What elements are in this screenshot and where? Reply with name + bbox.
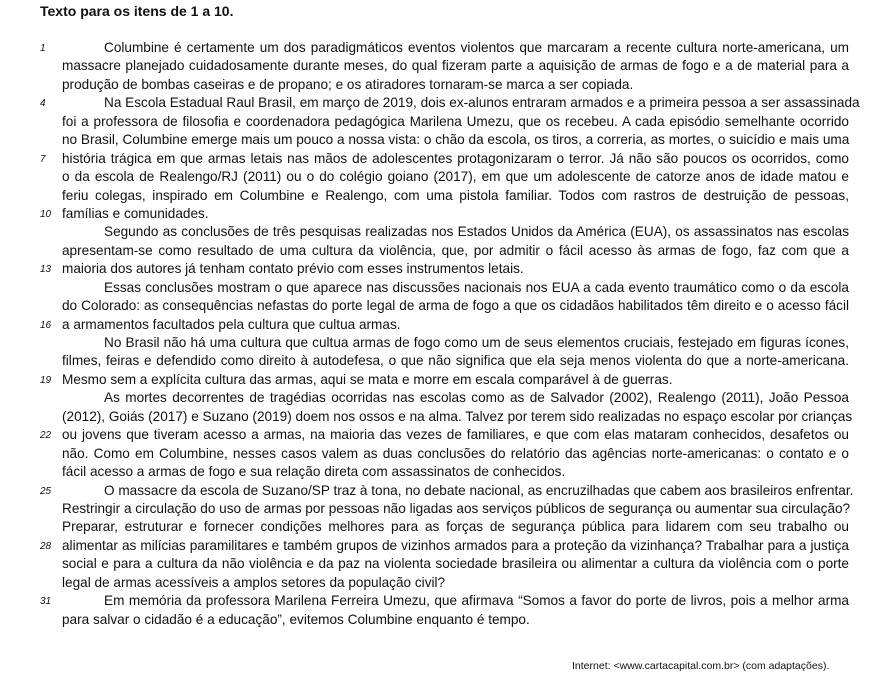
- text-line: [0, 242, 883, 260]
- line-text: filmes, feiras e defendido como direito à autodefesa, o que não significa que ela seja menos violenta do que a norte-americana.: [62, 353, 849, 369]
- line-text: Mesmo sem a explícita cultura das armas, aqui se mata e morre em escala comparável à de guerras.: [62, 371, 673, 387]
- line-text: no Brasil, Columbine emerge mais um pouco a nossa vista: o chão da escola, os tiros, a correria, as mortes, o suicídio e mais uma: [62, 132, 850, 148]
- line-text: não. Como em Columbine, nesses casos valem as duas conclusões do relatório das agências norte-americanas: o contato e o: [62, 445, 849, 461]
- text-line: [0, 408, 883, 426]
- line-text: No Brasil não há uma cultura que cultua armas de fogo como um de seus elementos cruciais, festejado em figuras ícones,: [104, 335, 849, 350]
- line-text: foi a professora de filosofia e coordenadora pedagógica Marilena Umezu, que os recebeu. A cada episódio semelhante ocorrido: [62, 113, 849, 129]
- line-text: para salvar o cidadão é a educação”, evitemos Columbine enquanto é tempo.: [62, 611, 530, 627]
- line-number: 22: [40, 430, 52, 442]
- text-line: [0, 57, 883, 75]
- line-text: Restringir a circulação do uso de armas por pessoas não ligadas aos serviços públicos de segurança ou aumentar sua circulação?: [62, 500, 851, 516]
- line-text: ou jovens que tiveram acesso a armas, na maioria das vezes de familiares, e que com elas mataram conhecidos, desafetos ou: [62, 427, 849, 443]
- line-number: 16: [40, 319, 52, 331]
- line-text: alimentar as milícias paramilitares e também grupos de vizinhos armados para a proteção da vizinhança? Trabalhar para a justiça: [62, 537, 849, 553]
- text-line: [0, 463, 883, 481]
- text-line: [0, 592, 883, 610]
- text-line: [0, 205, 883, 223]
- line-text: Essas conclusões mostram o que aparece nas discussões nacionais nos EUA a cada evento traumático como o da escola: [104, 279, 849, 295]
- text-line: [0, 426, 883, 444]
- line-number: 13: [40, 264, 52, 276]
- text-line: [0, 445, 883, 463]
- text-line: [0, 518, 883, 536]
- line-text: massacre planejado cuidadosamente durante meses, do qual fizeram parte a aquisição de armas de fogo e a de material para a: [62, 58, 849, 74]
- text-line: [0, 279, 883, 297]
- text-line: [0, 352, 883, 370]
- line-text: social e para a cultura da não violência e da paz na violenta sociedade brasileira ou alimentar a cultura da violência com o porte: [62, 556, 849, 572]
- line-number: 31: [40, 596, 52, 608]
- text-line: [0, 150, 883, 168]
- text-line: [0, 316, 883, 334]
- text-line: [0, 76, 883, 94]
- text-line: [0, 482, 883, 500]
- line-number: 1: [40, 43, 46, 54]
- text-line: [0, 297, 883, 315]
- text-line: [0, 94, 883, 112]
- line-number: 25: [40, 485, 52, 497]
- line-text: o da escola de Realengo/RJ (2011) ou o do colégio goiano (2017), em que um adolescente de catorze anos de idade matou e: [62, 169, 849, 185]
- line-text: Segundo as conclusões de três pesquisas realizadas nos Estados Unidos da América (EUA), os assassinatos nas escolas: [104, 224, 849, 240]
- text-line: [0, 131, 883, 149]
- line-text: Preparar, estruturar e fornecer condições melhores para as forças de segurança pública para lidarem com seu trabalho ou: [62, 519, 849, 535]
- line-number: 7: [40, 153, 46, 165]
- line-text: As mortes decorrentes de tragédias ocorridas nas escolas como as de Salvador (2002), Realengo (2011), João Pessoa: [104, 390, 849, 406]
- source-citation: Internet: <www.cartacapital.com.br> (com adaptações).: [572, 660, 830, 672]
- text-line: [0, 500, 883, 518]
- line-text: O massacre da escola de Suzano/SP traz à tona, no debate nacional, as encruzilhadas que cabem aos brasileiros enfrentar.: [104, 482, 854, 498]
- instructions-heading: Texto para os itens de 1 a 10.: [40, 3, 234, 19]
- text-line: [0, 334, 883, 352]
- text-line: [0, 555, 883, 573]
- text-line: [0, 389, 883, 407]
- line-text: famílias e comunidades.: [62, 205, 209, 221]
- line-number: 19: [40, 374, 52, 386]
- text-line: [0, 187, 883, 205]
- line-text: feriu colegas, inspirado em Columbine e Realengo, com uma pistola familiar. Todos com rastros de destruição de pessoas,: [62, 187, 849, 203]
- line-number: 28: [40, 540, 52, 552]
- line-text: maioria dos autores já tenham contato prévio com esses instrumentos letais.: [62, 261, 524, 277]
- text-line: [0, 371, 883, 389]
- text-line: [0, 574, 883, 592]
- line-text: fácil acesso a armas de fogo e sua relação direta com assassinatos de conhecidos.: [62, 464, 566, 480]
- text-line: [0, 611, 883, 629]
- text-body: [0, 39, 883, 629]
- text-line: [0, 260, 883, 278]
- line-text: produção de bombas caseiras e de propano; e os atiradores tornaram-se marca a ser copiada.: [62, 76, 634, 92]
- text-line: [0, 223, 883, 241]
- text-line: [0, 168, 883, 186]
- line-text: Em memória da professora Marilena Ferreira Umezu, que afirmava “Somos a favor do porte de livros, pois a melhor arma: [104, 593, 849, 609]
- line-text: legal de armas acessíveis a amplos setores da população civil?: [62, 574, 446, 590]
- line-text: a armamentos facultados pela cultura que cultua armas.: [62, 316, 401, 332]
- line-text: Na Escola Estadual Raul Brasil, em março de 2019, dois ex-alunos entraram armados e a primeira pessoa a ser assassinada: [104, 95, 860, 111]
- line-text: Columbine é certamente um dos paradigmáticos eventos violentos que marcaram a recente cultura norte-americana, um: [104, 40, 849, 55]
- line-text: (2012), Goiás (2017) e Suzano (2019) doem nos ossos e na alma. Talvez por terem sido realizadas no espaço escolar por crianças: [62, 408, 853, 424]
- line-text: apresentam-se como resultado de uma cultura da violência, que, por admitir o fácil acesso às armas de fogo, faz com que a: [62, 242, 849, 258]
- text-line: [0, 113, 883, 131]
- line-number: 4: [40, 98, 46, 110]
- line-number: 10: [40, 208, 52, 220]
- text-line: [0, 537, 883, 555]
- text-line: [0, 39, 883, 57]
- line-text: do Colorado: as consequências nefastas do porte legal de arma de fogo a que os cidadãos habilitados têm direito e o acesso fácil: [62, 298, 849, 314]
- line-text: história trágica em que armas letais nas mãos de adolescentes protagonizaram o terror. Já não são poucos os ocorridos, como: [62, 150, 849, 166]
